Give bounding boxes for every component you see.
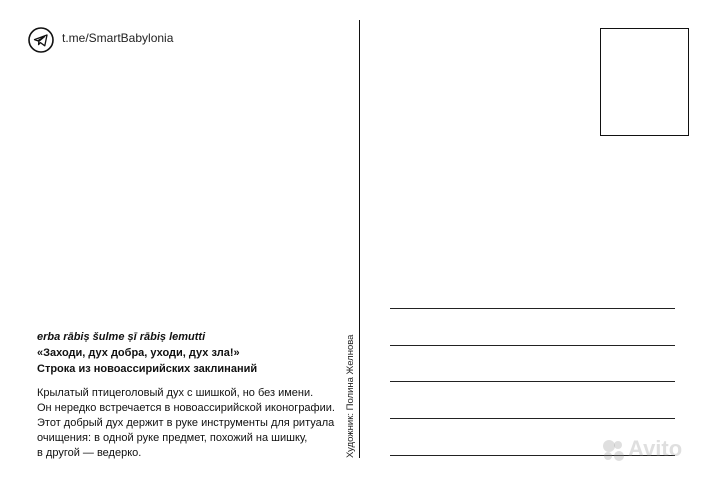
quote-translation: «Заходи, дух добра, уходи, дух зла!» [37, 347, 240, 359]
stamp-box [600, 28, 689, 136]
address-line-1 [390, 308, 675, 309]
address-line-4 [390, 418, 675, 419]
description-line: Крылатый птицеголовый дух с шишкой, но без имени. [37, 387, 314, 399]
telegram-icon [28, 27, 54, 53]
quote-source: Строка из новоассирийских заклинаний [37, 363, 258, 375]
telegram-link[interactable]: t.me/SmartBabylonia [62, 31, 174, 45]
address-line-3 [390, 381, 675, 382]
description-line: очищения: в одной руке предмет, похожий на шишку, [37, 432, 308, 444]
caption-block [37, 329, 347, 461]
avito-logo-icon [600, 437, 626, 463]
artist-credit: Художник: Полина Желнова [345, 334, 356, 458]
watermark-text: Avito [628, 436, 683, 461]
description-line: в другой — ведерко. [37, 447, 142, 459]
description-line: Он нередко встречается в новоассирийской иконографии. [37, 402, 335, 414]
description-line: Этот добрый дух держит в руке инструменты для ритуала [37, 417, 335, 429]
avito-watermark [600, 436, 682, 463]
address-line-2 [390, 345, 675, 346]
vertical-divider [359, 20, 360, 458]
quote-transliteration: erba rābiṣ šulme ṣī rābiṣ lemutti [37, 331, 206, 343]
